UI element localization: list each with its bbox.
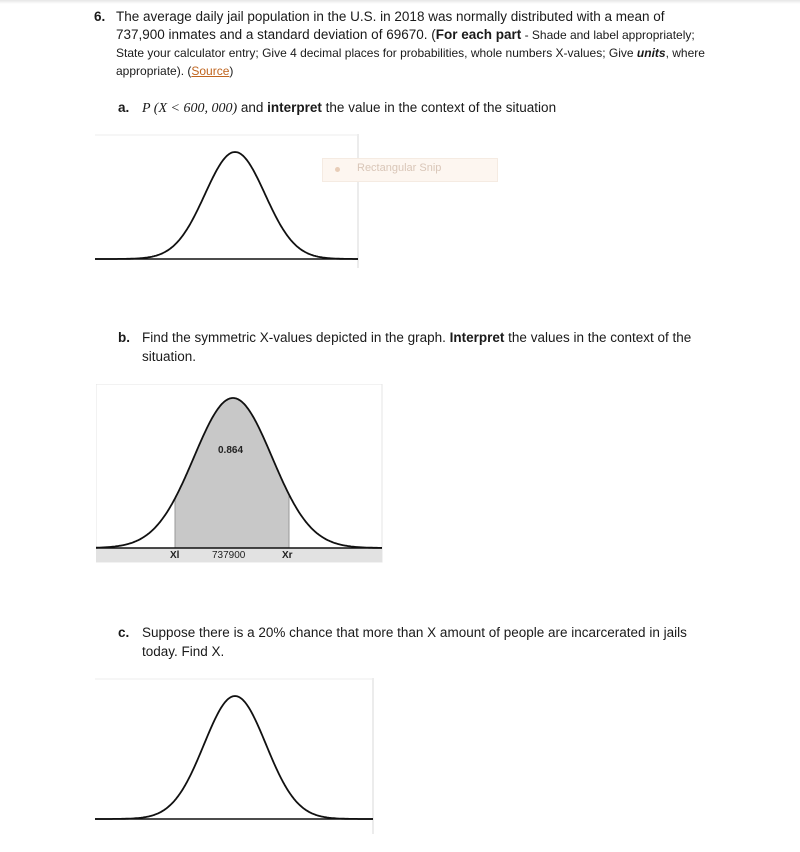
part-c-label: c. (118, 625, 130, 640)
part-b-interpret: Interpret (449, 330, 505, 345)
part-a-math: P (X < 600, 000) (142, 101, 238, 116)
normal-curve-a (95, 134, 360, 270)
part-a-text-suffix: the value in the context of the situation (321, 100, 557, 115)
part-c (118, 623, 718, 661)
part-b (118, 328, 718, 366)
question-number: 6. (94, 9, 106, 24)
part-b-text-suffix: the values in the context of the situation. (142, 330, 692, 364)
shaded-area-label: 0.864 (218, 445, 244, 456)
normal-curve-b (96, 384, 383, 564)
mean-label: 737900 (212, 550, 246, 561)
question-6 (96, 8, 716, 80)
part-b-label: b. (118, 330, 130, 345)
source-link[interactable]: Source (191, 64, 230, 78)
normal-curve-c (95, 678, 375, 836)
top-edge (0, 0, 800, 4)
rectangular-snip-overlay[interactable] (322, 158, 498, 182)
instructions-close: ) (229, 64, 234, 78)
instructions-1: - Shade and label appropriately; State your calculator entry; Give 4 decimal places for probabilities, whole numbers X-values; Give (116, 28, 695, 60)
for-each-part-label: For each part (435, 27, 522, 42)
question-intro: The average daily jail population in the U.S. in 2018 was normally distributed with a mean of 737,900 inmates and a standard deviation of 69670. ( (116, 9, 665, 42)
part-a-interpret: interpret (267, 100, 322, 115)
snip-icon (335, 167, 340, 172)
part-a (118, 98, 758, 118)
part-b-text-prefix: Find the symmetric X-values depicted in the graph. (142, 330, 450, 345)
question-text (116, 8, 716, 80)
units-word: units (636, 46, 666, 60)
x-right-label: Xr (282, 550, 293, 561)
instructions-2: , where appropriate). ( (116, 46, 705, 78)
part-a-text-prefix: and (237, 100, 268, 115)
snip-label: Rectangular Snip (357, 162, 442, 174)
x-left-label: Xl (170, 550, 180, 561)
part-a-label: a. (118, 100, 130, 115)
part-c-text: Suppose there is a 20% chance that more than X amount of people are incarcerated in jails today. Find X. (142, 625, 687, 659)
